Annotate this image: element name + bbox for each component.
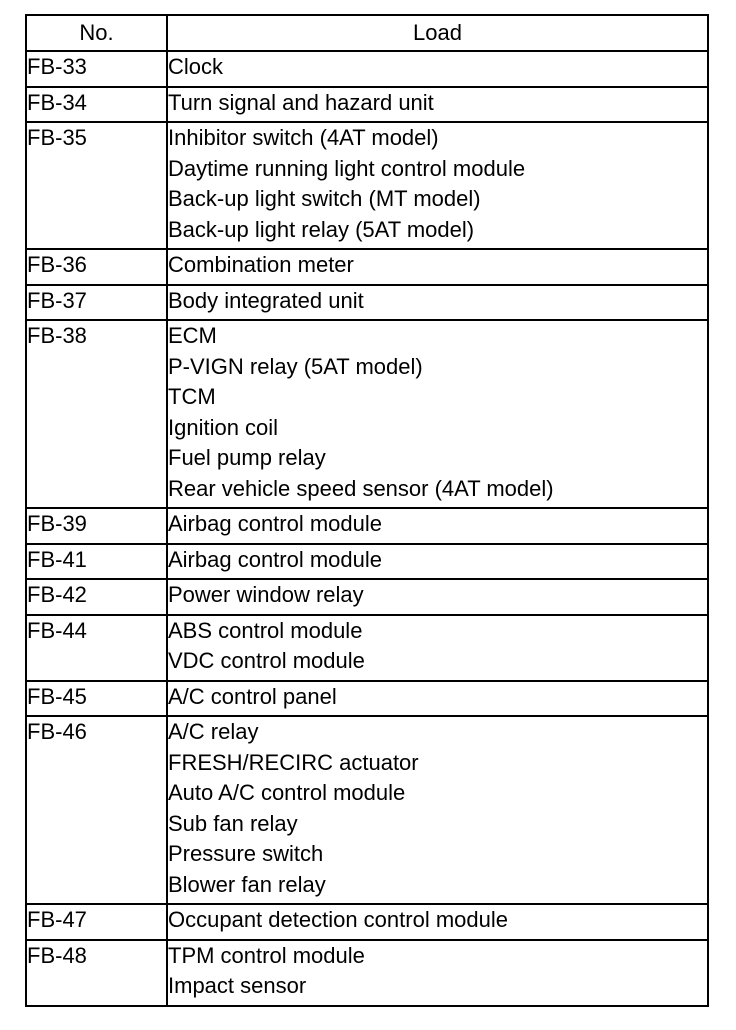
load-cell [167, 508, 708, 544]
fuse-number: FB-34 [27, 89, 87, 115]
table-row [26, 508, 708, 544]
fuse-number-cell [26, 544, 167, 580]
load-item: Sub fan relay [168, 810, 298, 836]
load-cell [167, 87, 708, 123]
load-cell [167, 285, 708, 321]
fuse-number: FB-38 [27, 323, 87, 348]
load-item: ABS control module [168, 617, 363, 643]
load-item: Impact sensor [168, 973, 307, 998]
fuse-number: FB-48 [27, 942, 87, 968]
load-item: Ignition coil [168, 414, 279, 440]
load-item: P-VIGN relay (5AT model) [168, 353, 423, 379]
load-item: Blower fan relay [168, 871, 326, 897]
load-item: Clock [168, 54, 224, 79]
fuse-number: FB-44 [27, 617, 87, 643]
fuse-number-cell [26, 51, 167, 87]
fuse-number: FB-36 [27, 252, 87, 277]
fuse-number: FB-41 [27, 546, 87, 572]
load-item: Daytime running light control module [168, 155, 526, 181]
table-row [26, 904, 708, 940]
load-cell [167, 716, 708, 904]
load-item: Airbag control module [168, 546, 383, 572]
fuse-number-cell [26, 249, 167, 285]
load-item: Inhibitor switch (4AT model) [168, 125, 439, 150]
column-header-no: No. [26, 15, 167, 51]
fuse-number-cell [26, 320, 167, 508]
fuse-number-cell [26, 904, 167, 940]
fuse-number-cell [26, 87, 167, 123]
table-row [26, 940, 708, 1006]
fuse-load-table [25, 14, 709, 1007]
load-item: Airbag control module [168, 511, 383, 536]
load-item: Power window relay [168, 582, 364, 607]
table-row [26, 285, 708, 321]
load-cell [167, 249, 708, 285]
load-item: TCM [168, 384, 216, 409]
load-cell [167, 51, 708, 87]
fuse-number-cell [26, 716, 167, 904]
fuse-number: FB-37 [27, 287, 87, 313]
load-item: Back-up light relay (5AT model) [168, 216, 475, 242]
table-row [26, 320, 708, 508]
load-cell [167, 544, 708, 580]
fuse-number: FB-46 [27, 719, 87, 744]
table-row [26, 544, 708, 580]
load-item: TPM control module [168, 942, 365, 968]
load-item: Combination meter [168, 252, 354, 277]
fuse-number-cell [26, 579, 167, 615]
fuse-number-cell [26, 285, 167, 321]
table-row [26, 51, 708, 87]
load-cell [167, 615, 708, 681]
load-cell [167, 122, 708, 249]
load-item: VDC control module [168, 648, 365, 673]
load-cell [167, 904, 708, 940]
table-row [26, 681, 708, 717]
fuse-number: FB-47 [27, 907, 87, 932]
fuse-number: FB-42 [27, 582, 87, 607]
table-row [26, 249, 708, 285]
fuse-number: FB-35 [27, 125, 87, 150]
load-item: A/C relay [168, 719, 259, 744]
table-header-row [26, 15, 708, 51]
load-cell [167, 681, 708, 717]
load-item: Auto A/C control module [168, 780, 406, 805]
table-row [26, 579, 708, 615]
table-row [26, 87, 708, 123]
table-row [26, 716, 708, 904]
load-item: Rear vehicle speed sensor (4AT model) [168, 475, 554, 501]
table-row [26, 615, 708, 681]
column-header-load: Load [167, 15, 708, 51]
load-item: FRESH/RECIRC actuator [168, 749, 419, 775]
load-cell [167, 940, 708, 1006]
load-item: Turn signal and hazard unit [168, 89, 434, 115]
table-body [26, 51, 708, 1006]
fuse-number: FB-45 [27, 683, 87, 709]
fuse-number-cell [26, 615, 167, 681]
fuse-number: FB-33 [27, 54, 87, 79]
table-row [26, 122, 708, 249]
fuse-number: FB-39 [27, 511, 87, 536]
load-item: A/C control panel [168, 683, 337, 709]
load-item: Body integrated unit [168, 287, 364, 313]
fuse-number-cell [26, 508, 167, 544]
load-item: Pressure switch [168, 841, 324, 866]
fuse-number-cell [26, 681, 167, 717]
load-cell [167, 320, 708, 508]
load-cell [167, 579, 708, 615]
fuse-number-cell [26, 122, 167, 249]
fuse-number-cell [26, 940, 167, 1006]
load-item: Fuel pump relay [168, 445, 326, 470]
load-item: ECM [168, 323, 217, 348]
load-item: Occupant detection control module [168, 907, 508, 932]
load-item: Back-up light switch (MT model) [168, 186, 481, 211]
